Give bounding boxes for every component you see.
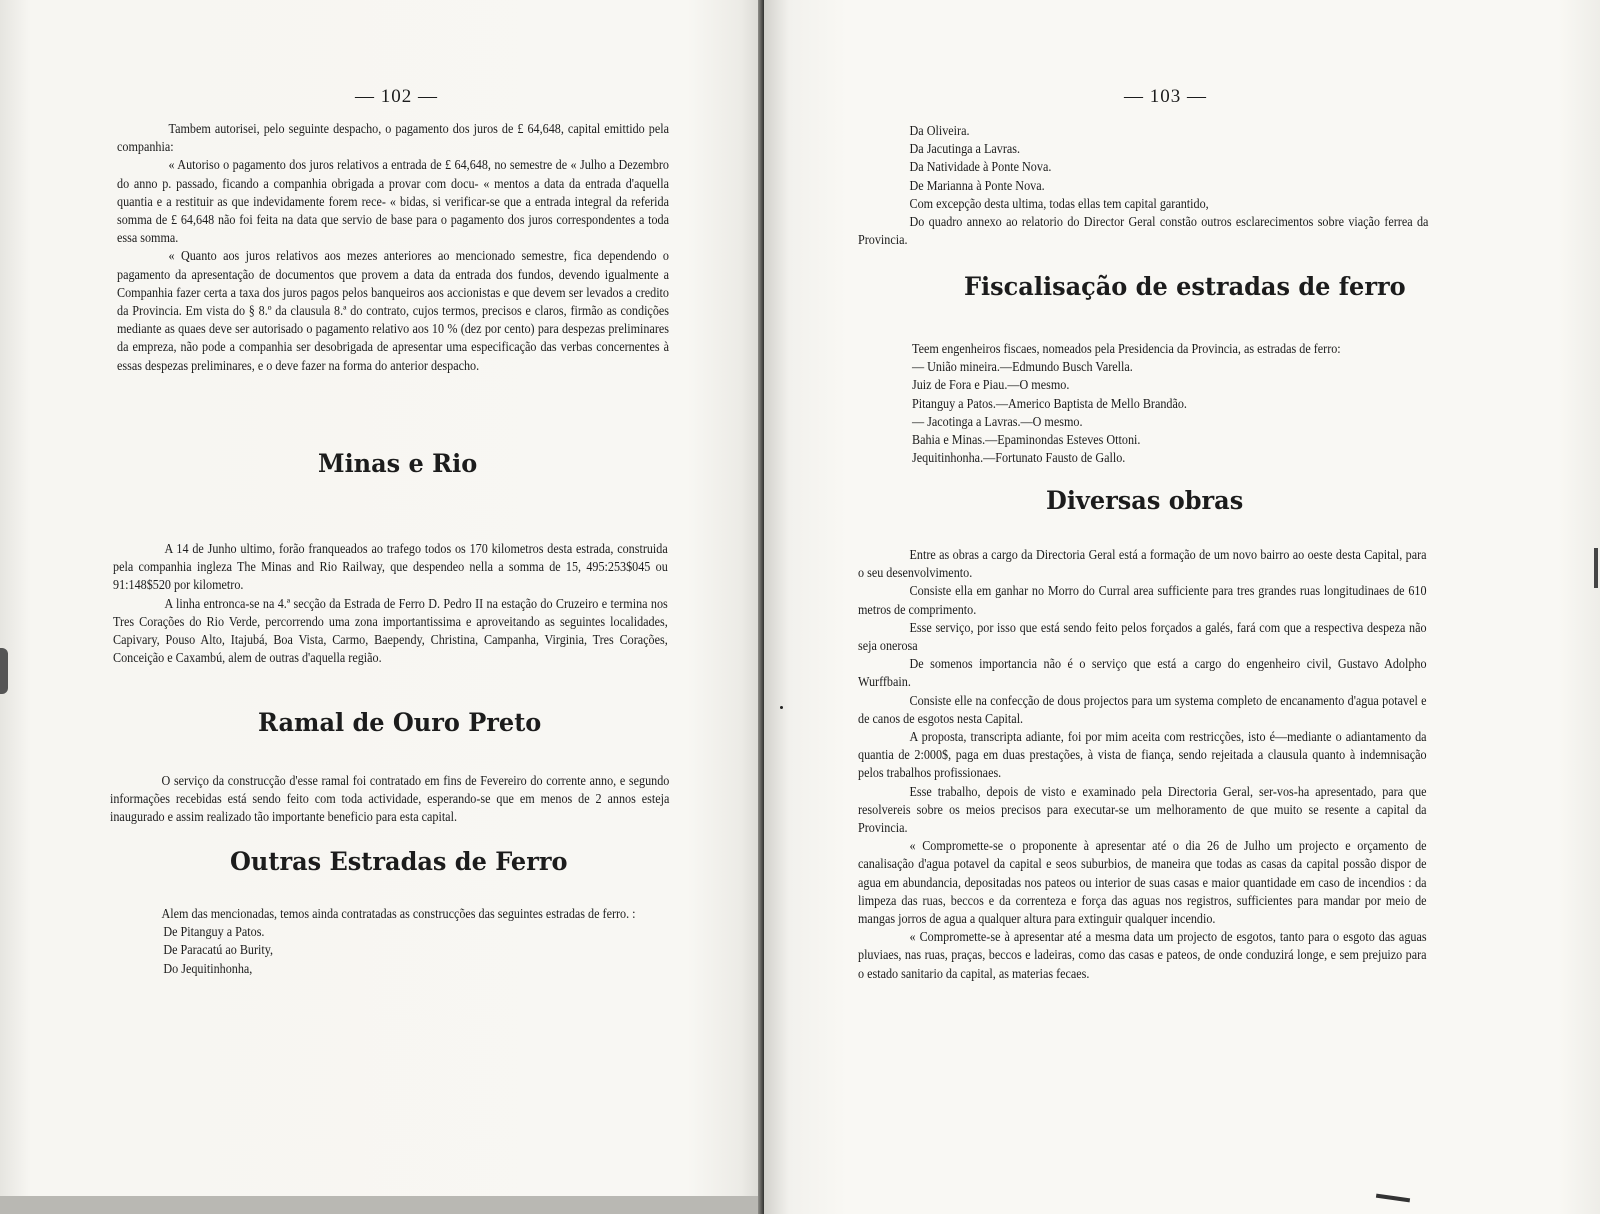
list-item: Da Natividade à Ponte Nova. xyxy=(909,159,1052,175)
list-item: De Marianna à Ponte Nova. xyxy=(909,177,1045,193)
list-item: De Pitanguy a Patos. xyxy=(163,924,265,940)
fiscalisacao-text xyxy=(912,340,1464,467)
paragraph: De somenos importancia não é o serviço que está a cargo do engenheiro civil, Gustavo Adolpho Wurffbain. xyxy=(858,656,1427,690)
paragraph: « Quanto aos juros relativos aos mezes anteriores ao mencionado semestre, fica dependendo o pagamento da apresentação de documentos que provem a data da entrada dos fundos, devendo igualmente a Companhia fazer certa a taxa dos juros pagos pelos banqueiros aos accionistas e que devem ser levados a credito da Provincia. Em vista do § 8.º da clausula 8.ª do contrato, cujos termos, precisos e claros, firmão as condições mediante as quaes deve ser autorisado o pagamento relativo aos 10 % (dez por cento) para despezas preliminares da empreza, não pode a companhia ser desobrigada de apresentar uma especificação das verbas concernentes à essas despezas preliminares, e o deve fazer na forma do anterior despacho. xyxy=(117,248,669,373)
list-item: Do Jequitinhonha, xyxy=(163,960,253,976)
page-edge-tab xyxy=(0,648,8,694)
paragraph: « Compromette-se à apresentar até a mesma data um projecto de esgotos, tanto para o esgoto das aguas pluviaes, nas ruas, praças, beccos e ladeiras, como das casas e pateos, de onde conduzirá longe, e sem prejuizo para o estado sanitario da capital, as materias fecaes. xyxy=(858,929,1427,981)
list-item: Pitanguy a Patos.—Americo Baptista de Mello Brandão. xyxy=(912,395,1187,411)
ink-speck xyxy=(780,706,783,709)
paragraph: A 14 de Junho ultimo, forão franqueados ao trafego todos os 170 kilometros desta estrada, construida pela companhia ingleza The Minas and Rio Railway, que despendeo nella a somma de 15, 495:253$045 ou 91:148$520 por kilometro. xyxy=(113,541,668,593)
railway-list xyxy=(858,122,1428,249)
paragraph: « Autoriso o pagamento dos juros relativos a entrada de £ 64,648, no semestre de « Julho a Dezembro do anno p. passado, ficando a companhia obrigada a provar com docu- « mentos a data da entrada d'aquella quantia e a restituir as que indevidamente forem rece- « bidas, si verificar-se que a entrada integral da referida somma de £ 64,648 não foi feita na data que servio de base para o pagamento dos juros correspondentes a toda essa somma. xyxy=(117,157,669,246)
page-number-102: — 102 — xyxy=(355,86,438,107)
ramal-text xyxy=(110,772,669,827)
list-item: Da Oliveira. xyxy=(909,123,970,138)
section-title-minas-rio: Minas e Rio xyxy=(318,449,478,478)
paragraph: Esse trabalho, depois de visto e examinado pela Directoria Geral, ser-vos-ha apresentado, para que resolvereis sobre os meios precisos para executar-se um melhoramento de que muito se resente a capital da Provincia. xyxy=(858,783,1427,836)
paragraph: Esse serviço, por isso que está sendo feito pelos forçados a galés, fará com que a respectiva despeza não seja onerosa xyxy=(858,619,1427,654)
section-title-ramal: Ramal de Ouro Preto xyxy=(258,708,542,737)
section-title-fiscalisacao: Fiscalisação de estradas de ferro xyxy=(964,272,1406,301)
page-edge-mark xyxy=(1376,1194,1410,1203)
page-number-103: — 103 — xyxy=(1124,86,1207,107)
paragraph: O serviço da construcção d'esse ramal foi contratado em fins de Fevereiro do corrente anno, e segundo informações recebidas está sendo feito com toda actividade, esperando-se que em menos de 2 annos esteja inaugurado e assim realizado tão importante beneficio para esta capital. xyxy=(110,773,670,825)
paragraph: Consiste ella em ganhar no Morro do Curral area sufficiente para tres grandes ruas longitudinaes de 610 metros de comprimento. xyxy=(858,583,1427,617)
paragraph: Entre as obras a cargo da Directoria Geral está a formação de um novo bairro ao oeste desta Capital, para o seu desenvolvimento. xyxy=(858,547,1427,581)
list-item: — Jacotinga a Lavras.—O mesmo. xyxy=(912,413,1083,429)
list-item: Jequitinhonha.—Fortunato Fausto de Gallo. xyxy=(912,450,1126,466)
section-title-diversas: Diversas obras xyxy=(1046,486,1244,515)
list-item: Juiz de Fora e Piau.—O mesmo. xyxy=(912,377,1070,393)
paragraph: Consiste elle na confecção de dous projectos para um systema completo de encanamento d'agua potavel e de canos de esgotos nesta Capital. xyxy=(858,692,1427,726)
minas-rio-text xyxy=(113,540,668,667)
section-title-outras: Outras Estradas de Ferro xyxy=(230,847,568,876)
paragraph: Tambem autorisei, pelo seguinte despacho, o pagamento dos juros de £ 64,648, capital emittido pela companhia: xyxy=(117,121,669,155)
list-item: Bahia e Minas.—Epaminondas Esteves Ottoni. xyxy=(912,432,1141,448)
paragraph: Do quadro annexo ao relatorio do Director Geral constão outros esclarecimentos sobre viação ferrea da Provincia. xyxy=(858,214,1429,248)
paragraph: A linha entronca-se na 4.ª secção da Estrada de Ferro D. Pedro II na estação do Cruzeiro e termina nos Tres Corações do Rio Verde, percorrendo uma zona importantissima e aproveitando as seguintes localidades, Capivary, Pouso Alto, Itajubá, Boa Vista, Carmo, Baependy, Christina, Campanha, Virginia, Tres Corações, Conceição e Caxambú, alem de outras d'aquella região. xyxy=(113,595,668,666)
left-page xyxy=(0,0,764,1214)
paragraph: Com excepção desta ultima, todas ellas tem capital garantido, xyxy=(909,195,1209,211)
outras-text xyxy=(110,905,669,978)
list-item: — União mineira.—Edmundo Busch Varella. xyxy=(912,359,1133,375)
diversas-text xyxy=(858,546,1427,983)
paragraph: « Compromette-se o proponente à apresentar até o dia 26 de Julho um projecto e orçamento de canalisação d'agua potavel da capital e seos suburbios, de maneira que todas as casas da capital possão dispor de agua em abundancia, depositadas nos pateos ou interior de suas casas e maior quantidade em caso de incendios : da limpeza das ruas, beccos e da correnteza e força das aguas nos registros, sufficientes para mandar por meio de mangas jorros de agua a qualquer altura para extinguir qualquer incendio. xyxy=(858,838,1427,927)
paragraph: A proposta, transcripta adiante, foi por mim aceita com restricções, isto é—mediante o adiantamento da quantia de 2:000$, paga em duas prestações, à vista de fiança, sendo rejeitada a clausula quanto à indemnisação pelos trabalhos profissionaes. xyxy=(858,729,1427,781)
page-edge-mark xyxy=(1594,548,1598,588)
list-item: De Paracatú ao Burity, xyxy=(163,942,274,958)
right-page xyxy=(764,0,1600,1214)
intro-text xyxy=(117,120,669,375)
paragraph: Alem das mencionadas, temos ainda contratadas as construcções das seguintes estradas de ferro. : xyxy=(161,906,636,921)
paragraph: Teem engenheiros fiscaes, nomeados pela Presidencia da Provincia, as estradas de ferro: xyxy=(912,341,1341,356)
list-item: Da Jacutinga a Lavras. xyxy=(909,141,1021,157)
